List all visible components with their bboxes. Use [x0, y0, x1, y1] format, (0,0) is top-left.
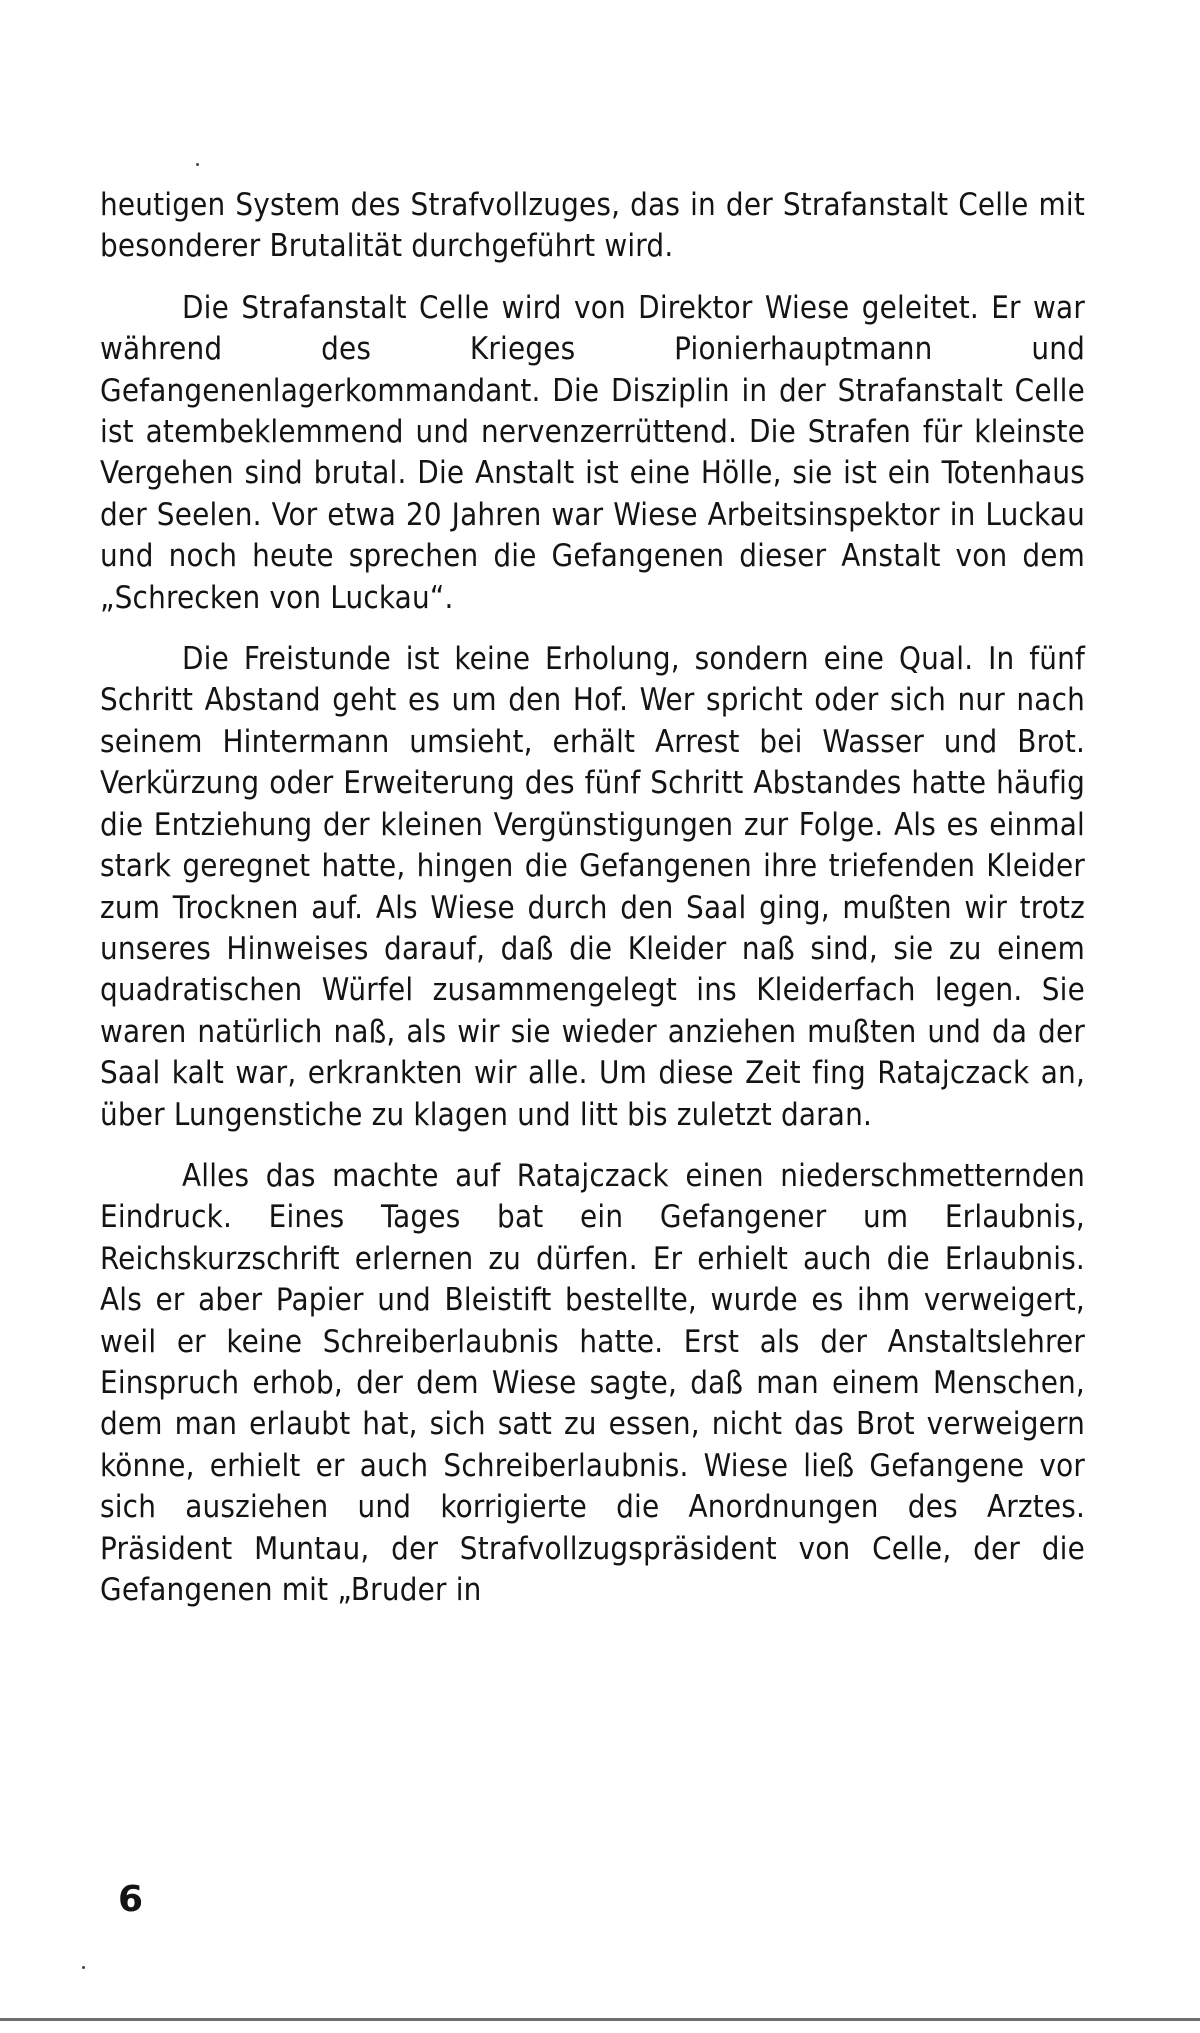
paragraph-freistunde: Die Freistunde ist keine Erholung, sondern eine Qual. In fünf Schritt Abstand geht es um den Hof. Wer spricht oder sich nur nach seinem Hintermann umsieht, erhält Arrest bei Wasser und Brot. Verkürzung oder Erweiterung des fünf Schritt Abstandes hatte häufig die Entziehung der kleinen Vergünstigungen zur Folge. Als es einmal stark geregnet hatte, hingen die Gefangenen ihre triefenden Kleider zum Trocknen auf. Als Wiese durch den Saal ging, mußten wir trotz unseres Hinweises darauf, daß die Kleider naß sind, sie zu einem quadratischen Würfel zusammengelegt ins Kleiderfach legen. Sie waren natürlich naß, als wir sie wieder anziehen mußten und da der Saal kalt war, erkrankten wir alle. Um diese Zeit fing Ratajczack an, über Lungenstiche zu klagen und litt bis zuletzt daran. — [100, 641, 1085, 1133]
page-number: 6 — [118, 1879, 144, 1920]
body-text — [100, 185, 1085, 1631]
scan-speck — [82, 1966, 85, 1969]
scan-edge-line — [0, 2018, 1200, 2021]
scan-speck — [196, 163, 199, 166]
paragraph-ratajczack: Alles das machte auf Ratajczack einen niederschmetternden Eindruck. Eines Tages bat ein Gefangener um Erlaubnis, Reichskurzschrift erlernen zu dürfen. Er erhielt auch die Erlaubnis. Als er aber Papier und Bleistift bestellte, wurde es ihm verweigert, weil er keine Schreiberlaubnis hatte. Erst als der Anstaltslehrer Einspruch erhob, der dem Wiese sagte, daß man einem Menschen, dem man erlaubt hat, sich satt zu essen, nicht das Brot verweigern könne, erhielt er auch Schreiberlaubnis. Wiese ließ Gefangene vor sich ausziehen und korrigierte die Anordnungen des Arztes. Präsident Muntau, der Strafvollzugspräsident von Celle, der die Gefangenen mit „Bruder in — [100, 1157, 1085, 1608]
paragraph-continuation: heutigen System des Strafvollzuges, das in der Strafanstalt Celle mit besonderer Brutalität durchgeführt wird. — [100, 187, 1085, 265]
paragraph-wiese-direktor: Die Strafanstalt Celle wird von Direktor Wiese geleitet. Er war während des Krieges Pionierhauptmann und Gefangenenlagerkommandant. Die Disziplin in der Strafanstalt Celle ist atembeklemmend und nervenzerrüttend. Die Strafen für kleinste Vergehen sind brutal. Die Anstalt ist eine Hölle, sie ist ein Totenhaus der Seelen. Vor etwa 20 Jahren war Wiese Arbeitsinspektor in Luckau und noch heute sprechen die Gefangenen dieser Anstalt von dem „Schrecken von Luckau“. — [100, 289, 1085, 616]
